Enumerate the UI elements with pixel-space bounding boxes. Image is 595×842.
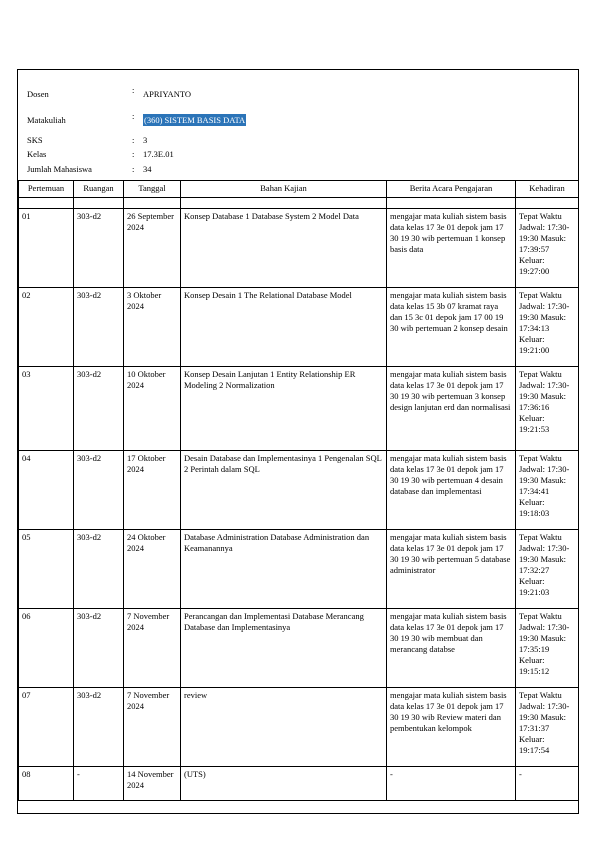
cell-ruangan: 303-d2 — [74, 688, 124, 767]
cell-berita-acara: mengajar mata kuliah sistem basis data kelas 15 3b 07 kramat raya dan 15 3c 01 depok jam 17 00 19 30 wib pertemuan 2 konsep desain — [387, 288, 516, 367]
cell-kehadiran: Tepat Waktu Jadwal: 17:30-19:30 Masuk: 17:39:57 Keluar: 19:27:00 — [516, 209, 579, 288]
jumlah-colon: : — [132, 164, 135, 174]
kelas-label: Kelas — [27, 149, 47, 159]
cell-tanggal: 10 Oktober 2024 — [124, 367, 181, 451]
matakuliah-colon: : — [132, 111, 135, 121]
attendance-table — [18, 180, 579, 801]
sks-colon: : — [132, 135, 135, 145]
cell-bahan-kajian: Desain Database dan Implementasinya 1 Pengenalan SQL 2 Perintah dalam SQL — [181, 451, 387, 530]
cell-kehadiran: Tepat Waktu Jadwal: 17:30-19:30 Masuk: 17:32:27 Keluar: 19:21:03 — [516, 530, 579, 609]
cell-tanggal: 7 November 2024 — [124, 609, 181, 688]
matakuliah-value: (360) SISTEM BASIS DATA — [144, 115, 246, 125]
cell-ruangan: 303-d2 — [74, 209, 124, 288]
cell-tanggal: 3 Oktober 2024 — [124, 288, 181, 367]
cell-bahan-kajian: Konsep Desain Lanjutan 1 Entity Relationship ER Modeling 2 Normalization — [181, 367, 387, 451]
table-row — [19, 688, 579, 767]
cell-tanggal: 24 Oktober 2024 — [124, 530, 181, 609]
cell-kehadiran: Tepat Waktu Jadwal: 17:30-19:30 Masuk: 17:36:16 Keluar: 19:21:53 — [516, 367, 579, 451]
cell-bahan-kajian: Database Administration Database Administration dan Keamanannya — [181, 530, 387, 609]
header-bahan-kajian: Bahan Kajian — [181, 181, 387, 198]
cell-berita-acara: - — [387, 767, 516, 801]
cell-ruangan: 303-d2 — [74, 288, 124, 367]
cell-pertemuan: 05 — [19, 530, 74, 609]
cell-berita-acara: mengajar mata kuliah sistem basis data kelas 17 3e 01 depok jam 17 30 19 30 wib pertemuan 4 desain database dan implementasi — [387, 451, 516, 530]
cell-berita-acara: mengajar mata kuliah sistem basis data kelas 17 3e 01 depok jam 17 30 19 30 wib pertemuan 1 konsep basis data — [387, 209, 516, 288]
cell-pertemuan: 01 — [19, 209, 74, 288]
dosen-value: APRIYANTO — [143, 89, 192, 99]
cell-berita-acara: mengajar mata kuliah sistem basis data kelas 17 3e 01 depok jam 17 30 19 30 wib membuat dan merancang databse — [387, 609, 516, 688]
table-row — [19, 367, 579, 451]
cell-tanggal: 14 November 2024 — [124, 767, 181, 801]
header-berita-acara: Berita Acara Pengajaran — [387, 181, 516, 198]
cell-pertemuan: 06 — [19, 609, 74, 688]
table-row — [19, 609, 579, 688]
cell-pertemuan: 02 — [19, 288, 74, 367]
header-kehadiran: Kehadiran — [516, 181, 579, 198]
kelas-value: 17.3E.01 — [143, 149, 174, 159]
dosen-label: Dosen — [27, 89, 49, 99]
table-row — [19, 209, 579, 288]
cell-pertemuan: 08 — [19, 767, 74, 801]
header-pertemuan: Pertemuan — [19, 181, 74, 198]
table-body — [19, 209, 579, 801]
kelas-colon: : — [132, 149, 135, 159]
cell-kehadiran: Tepat Waktu Jadwal: 17:30-19:30 Masuk: 17:34:41 Keluar: 19:18:03 — [516, 451, 579, 530]
cell-bahan-kajian: Perancangan dan Implementasi Database Merancang Database dan Implementasinya — [181, 609, 387, 688]
cell-berita-acara: mengajar mata kuliah sistem basis data kelas 17 3e 01 depok jam 17 30 19 30 wib pertemuan 5 database administrator — [387, 530, 516, 609]
cell-tanggal: 7 November 2024 — [124, 688, 181, 767]
cell-bahan-kajian: review — [181, 688, 387, 767]
document-frame — [17, 69, 579, 814]
table-header-row — [19, 181, 579, 198]
dosen-colon: : — [132, 85, 135, 95]
table-row — [19, 530, 579, 609]
sks-value: 3 — [143, 135, 148, 145]
cell-pertemuan: 04 — [19, 451, 74, 530]
table-row — [19, 288, 579, 367]
header-ruangan: Ruangan — [74, 181, 124, 198]
cell-kehadiran: - — [516, 767, 579, 801]
table-row — [19, 767, 579, 801]
cell-ruangan: 303-d2 — [74, 367, 124, 451]
jumlah-label: Jumlah Mahasiswa — [27, 164, 92, 174]
cell-bahan-kajian: (UTS) — [181, 767, 387, 801]
sks-label: SKS — [27, 135, 43, 145]
jumlah-value: 34 — [143, 164, 152, 174]
cell-ruangan: - — [74, 767, 124, 801]
cell-kehadiran: Tepat Waktu Jadwal: 17:30-19:30 Masuk: 17:31:37 Keluar: 19:17:54 — [516, 688, 579, 767]
cell-ruangan: 303-d2 — [74, 530, 124, 609]
header-spacer-row — [19, 198, 579, 209]
cell-kehadiran: Tepat Waktu Jadwal: 17:30-19:30 Masuk: 17:35:19 Keluar: 19:15:12 — [516, 609, 579, 688]
matakuliah-label: Matakuliah — [27, 115, 66, 125]
cell-tanggal: 17 Oktober 2024 — [124, 451, 181, 530]
cell-pertemuan: 03 — [19, 367, 74, 451]
cell-bahan-kajian: Konsep Desain 1 The Relational Database Model — [181, 288, 387, 367]
header-tanggal: Tanggal — [124, 181, 181, 198]
cell-berita-acara: mengajar mata kuliah sistem basis data kelas 17 3e 01 depok jam 17 30 19 30 wib pertemuan 3 konsep design lanjutan erd dan normalisasi — [387, 367, 516, 451]
table-row — [19, 451, 579, 530]
cell-kehadiran: Tepat Waktu Jadwal: 17:30-19:30 Masuk: 17:34:13 Keluar: 19:21:00 — [516, 288, 579, 367]
cell-pertemuan: 07 — [19, 688, 74, 767]
cell-tanggal: 26 September 2024 — [124, 209, 181, 288]
cell-bahan-kajian: Konsep Database 1 Database System 2 Model Data — [181, 209, 387, 288]
cell-ruangan: 303-d2 — [74, 451, 124, 530]
cell-berita-acara: mengajar mata kuliah sistem basis data kelas 17 3e 01 depok jam 17 30 19 30 wib Review materi dan pembentukan kelompok — [387, 688, 516, 767]
cell-ruangan: 303-d2 — [74, 609, 124, 688]
